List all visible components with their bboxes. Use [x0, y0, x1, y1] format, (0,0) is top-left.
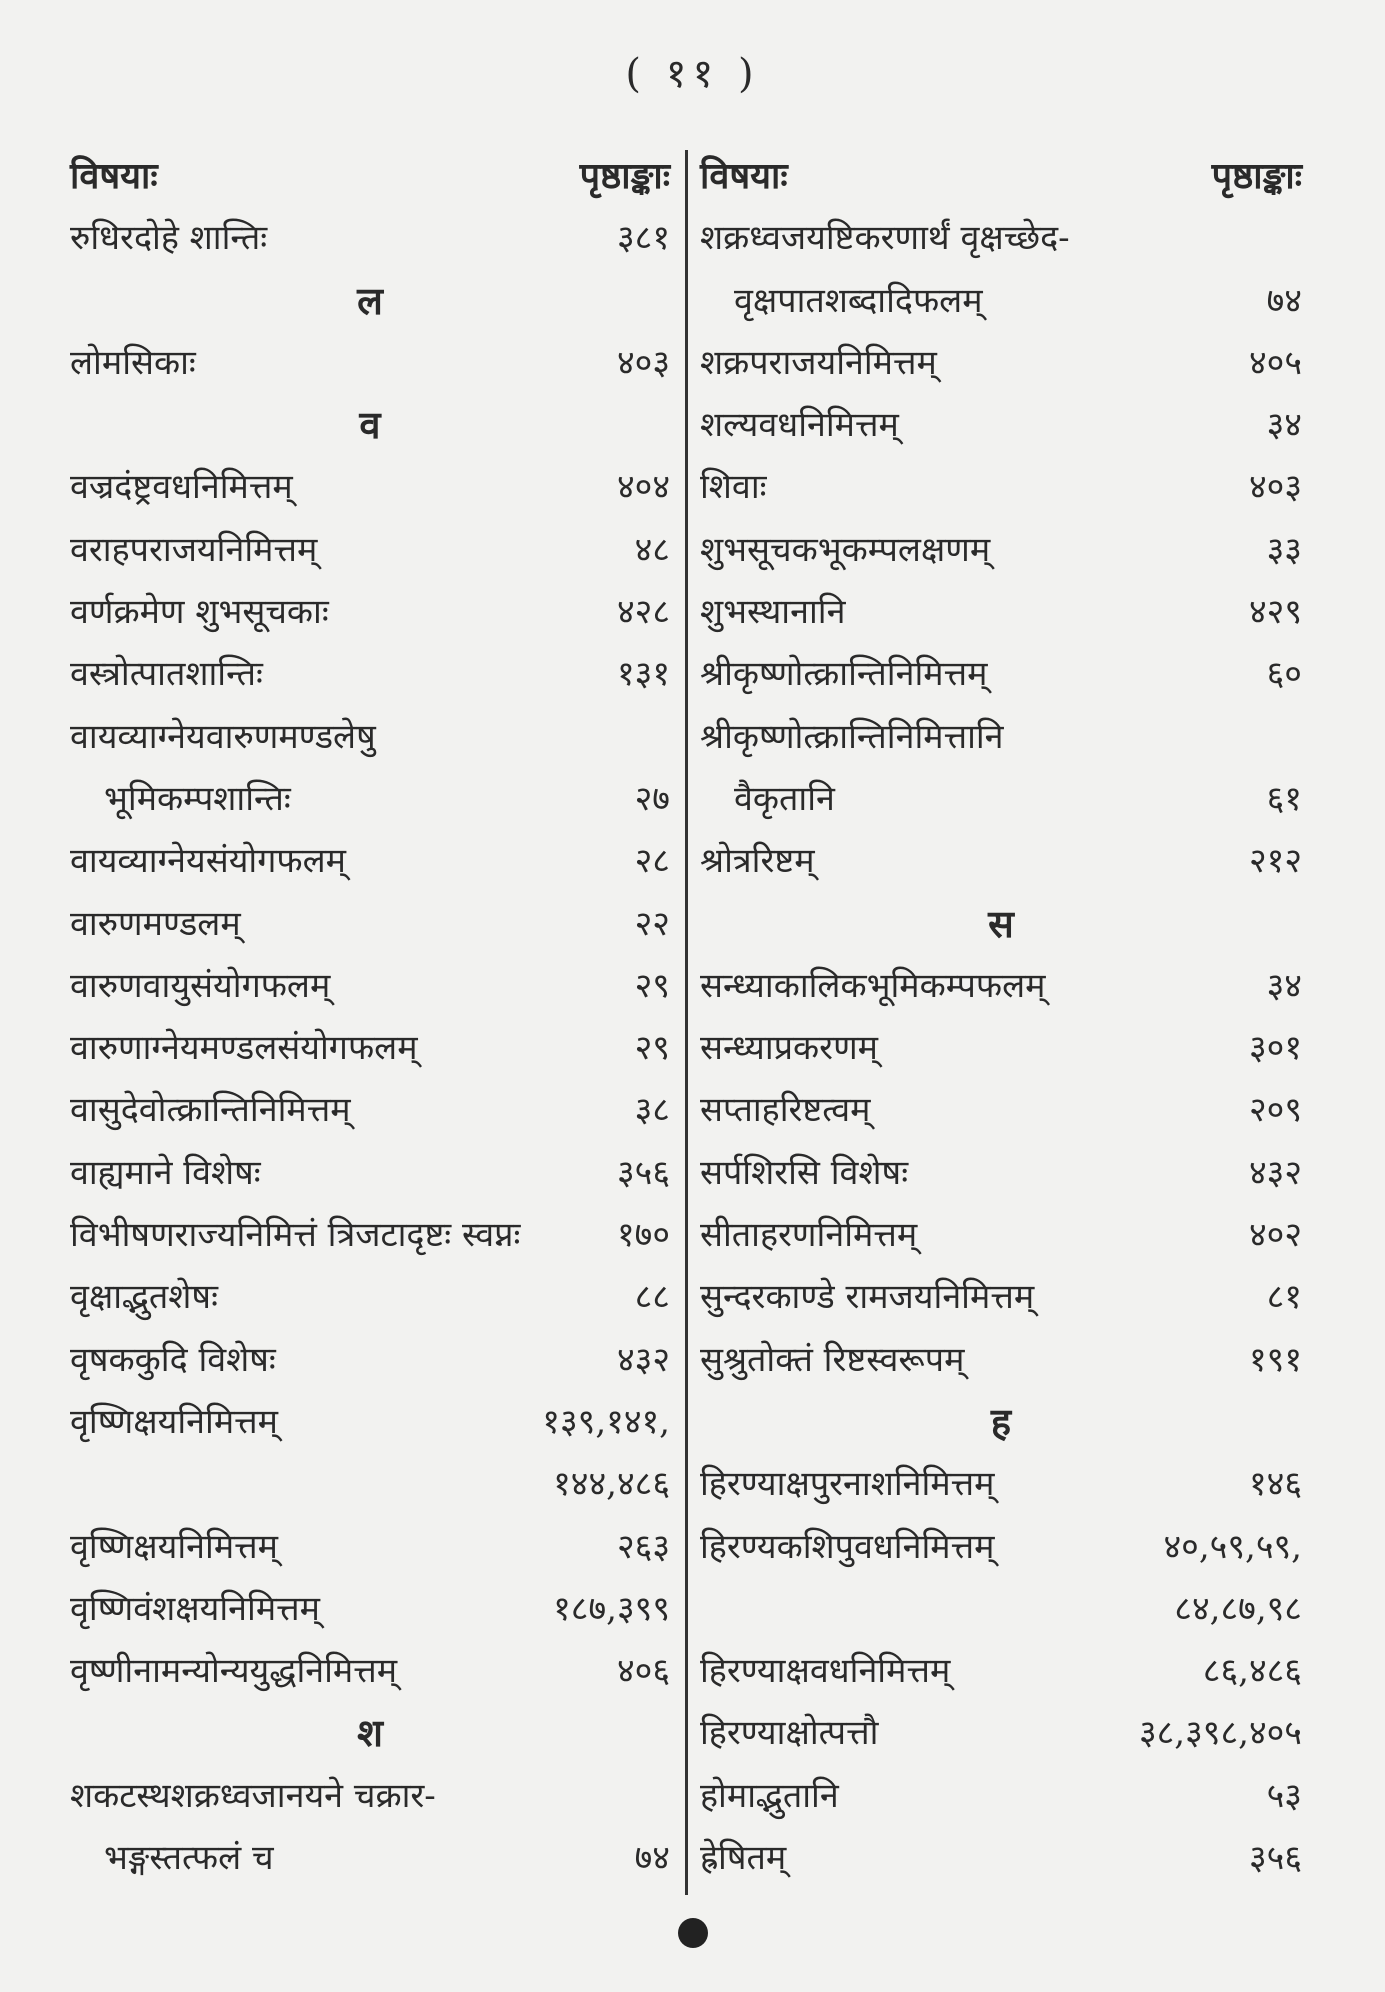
entry-subject: वराहपराजयनिमित्तम् — [70, 529, 318, 570]
entry-page-number: ८६,४८६ — [1202, 1651, 1302, 1692]
index-entry — [700, 394, 1302, 456]
entry-subject: वायव्याग्नेयवारुणमण्डलेषु — [70, 716, 376, 757]
index-entry — [70, 1204, 670, 1266]
index-entry — [70, 456, 670, 518]
section-letter — [70, 270, 670, 332]
index-entry — [700, 270, 1302, 332]
index-entry — [700, 581, 1302, 643]
index-entry — [70, 1640, 670, 1702]
entry-page-number: ३०१ — [1248, 1028, 1302, 1069]
entry-subject: शुभस्थानानि — [700, 592, 846, 633]
entry-page-number: ३४ — [1266, 405, 1302, 446]
entry-subject: होमाद्भुतानि — [700, 1775, 839, 1816]
entry-subject: सन्ध्याकालिकभूमिकम्पफलम् — [700, 965, 1046, 1006]
index-entry — [70, 1142, 670, 1204]
index-entry — [700, 1640, 1302, 1702]
section-letter-text: व — [359, 402, 381, 448]
index-entry — [700, 955, 1302, 1017]
entry-subject: वारुणवायुसंयोगफलम् — [70, 965, 331, 1006]
entry-subject: श्रीकृष्णोत्क्रान्तिनिमित्तानि — [700, 716, 1004, 757]
entry-subject: शल्यवधनिमित्तम् — [700, 405, 899, 446]
entry-subject: शकटस्थशक्रध्वजानयने चक्रार- — [70, 1775, 436, 1816]
entry-page-number: ७४ — [634, 1838, 670, 1879]
index-entry — [700, 1266, 1302, 1328]
entry-page-number: ८४,८७,९८ — [1174, 1588, 1302, 1629]
index-entry — [700, 1453, 1302, 1515]
entry-page-number: २९ — [634, 1028, 670, 1069]
entry-subject: वृष्णिवंशक्षयनिमित्तम् — [70, 1588, 321, 1629]
entry-page-number: ३३ — [1266, 529, 1302, 570]
entry-subject: भङ्गस्तत्फलं च — [104, 1838, 274, 1879]
entry-subject: सुन्दरकाण्डे रामजयनिमित्तम् — [700, 1277, 1035, 1318]
index-entry — [70, 1391, 670, 1453]
entry-page-number: १४४,४८६ — [553, 1464, 670, 1505]
entry-page-number: १९१ — [1248, 1339, 1302, 1380]
entry-subject: वृष्णीनामन्योन्ययुद्धनिमित्तम् — [70, 1651, 398, 1692]
entry-page-number: ४०४ — [616, 467, 670, 508]
entry-subject: वृक्षाद्भुतशेषः — [70, 1277, 218, 1318]
index-entry — [70, 893, 670, 955]
entry-page-number: ३५६ — [616, 1152, 670, 1193]
index-column-right — [700, 145, 1302, 1889]
entry-subject: शिवाः — [700, 467, 767, 508]
entry-page-number: २८ — [634, 841, 670, 882]
index-entry — [70, 1578, 670, 1640]
entry-page-number: ४०,५९,५९, — [1163, 1526, 1302, 1567]
entry-page-number: ४०३ — [616, 342, 670, 383]
index-entry — [700, 207, 1302, 269]
index-entry — [700, 1516, 1302, 1578]
index-entry — [700, 1142, 1302, 1204]
index-entry — [700, 1765, 1302, 1827]
entry-subject: लोमसिकाः — [70, 342, 196, 383]
entry-subject: श्रोत्ररिष्टम् — [700, 841, 815, 882]
entry-page-number: ३८१ — [616, 218, 670, 259]
index-entry — [700, 643, 1302, 705]
index-entry — [700, 456, 1302, 518]
entry-subject: सीताहरणनिमित्तम् — [700, 1215, 918, 1256]
entry-page-number: ४३२ — [1248, 1152, 1302, 1193]
entry-subject: शक्रध्वजयष्टिकरणार्थं वृक्षच्छेद- — [700, 218, 1070, 259]
entry-page-number: १३९,१४१, — [542, 1401, 670, 1442]
index-entry — [70, 332, 670, 394]
entry-subject: वैकृतानि — [734, 778, 835, 819]
index-entry — [70, 706, 670, 768]
section-letter — [70, 394, 670, 456]
entry-subject: वायव्याग्नेयसंयोगफलम् — [70, 841, 346, 882]
entry-subject: रुधिरदोहे शान्तिः — [70, 218, 268, 259]
index-entry — [700, 706, 1302, 768]
column-header — [700, 145, 1302, 207]
page-number: ( ११ ) — [625, 51, 760, 97]
section-letter — [70, 1702, 670, 1764]
entry-subject: वाह्यमाने विशेषः — [70, 1152, 261, 1193]
index-entry — [700, 1329, 1302, 1391]
entry-page-number: ८१ — [1266, 1277, 1302, 1318]
entry-subject: वृष्णिक्षयनिमित्तम् — [70, 1526, 278, 1567]
entry-page-number: ५३ — [1266, 1775, 1302, 1816]
entry-subject: वज्रदंष्ट्रवधनिमित्तम् — [70, 467, 293, 508]
index-entry — [70, 1079, 670, 1141]
entry-subject: वृष्णिक्षयनिमित्तम् — [70, 1401, 278, 1442]
entry-subject: वर्णक्रमेण शुभसूचकाः — [70, 592, 329, 633]
index-entry — [700, 1827, 1302, 1889]
entry-page-number: ४०३ — [1248, 467, 1302, 508]
index-column-left — [70, 145, 670, 1889]
entry-page-number: २०९ — [1248, 1090, 1302, 1131]
index-entry — [70, 1516, 670, 1578]
entry-page-number: २७ — [634, 778, 670, 819]
entry-page-number: ७४ — [1266, 280, 1302, 321]
subject-heading: विषयाः — [70, 155, 158, 197]
entry-page-number: ४०६ — [616, 1651, 670, 1692]
entry-subject: वस्त्रोत्पातशान्तिः — [70, 654, 263, 695]
index-entry — [700, 332, 1302, 394]
index-entry — [70, 1827, 670, 1889]
entry-subject: शुभसूचकभूकम्पलक्षणम् — [700, 529, 991, 570]
index-entry — [700, 768, 1302, 830]
entry-page-number: ८८ — [634, 1277, 670, 1318]
entry-page-number: २१२ — [1248, 841, 1302, 882]
index-entry — [70, 1266, 670, 1328]
index-entry — [700, 1702, 1302, 1764]
entry-page-number: १३१ — [616, 654, 670, 695]
section-letter-text: ल — [357, 277, 383, 323]
section-letter — [700, 893, 1302, 955]
entry-page-number: २२ — [634, 903, 670, 944]
index-entry — [70, 830, 670, 892]
column-divider — [685, 150, 688, 1895]
entry-page-number: २६३ — [616, 1526, 670, 1567]
page-heading: पृष्ठाङ्काः — [1211, 155, 1302, 197]
index-entry — [70, 519, 670, 581]
entry-page-number: १४६ — [1248, 1464, 1302, 1505]
entry-subject: वारुणमण्डलम् — [70, 903, 241, 944]
entry-subject: वासुदेवोत्क्रान्तिनिमित्तम् — [70, 1090, 351, 1131]
entry-subject: सन्ध्याप्रकरणम् — [700, 1028, 878, 1069]
entry-page-number: ४८ — [634, 529, 670, 570]
footer-dot — [678, 1918, 708, 1948]
entry-page-number: २९ — [634, 965, 670, 1006]
entry-page-number: ४३२ — [616, 1339, 670, 1380]
index-entry — [700, 1204, 1302, 1266]
index-entry — [70, 643, 670, 705]
index-entry — [70, 1329, 670, 1391]
index-entry — [70, 207, 670, 269]
entry-page-number: ३५६ — [1248, 1838, 1302, 1879]
entry-subject: हिरण्याक्षपुरनाशनिमित्तम् — [700, 1464, 995, 1505]
entry-subject: भूमिकम्पशान्तिः — [104, 778, 291, 819]
section-letter — [700, 1391, 1302, 1453]
section-letter-text: श — [357, 1710, 383, 1756]
page-heading: पृष्ठाङ्काः — [579, 155, 670, 197]
entry-page-number: १७० — [616, 1215, 670, 1256]
index-entry — [700, 519, 1302, 581]
column-header — [70, 145, 670, 207]
entry-subject: वारुणाग्नेयमण्डलसंयोगफलम् — [70, 1028, 418, 1069]
index-entry — [70, 768, 670, 830]
entry-page-number: १८७,३९९ — [553, 1588, 670, 1629]
index-entry — [70, 1017, 670, 1079]
index-entry — [70, 1453, 670, 1515]
entry-subject: हिरण्याक्षोत्पत्तौ — [700, 1713, 879, 1754]
section-letter-text: ह — [990, 1398, 1012, 1444]
entry-subject: विभीषणराज्यनिमित्तं त्रिजटादृष्टः स्वप्नः — [70, 1215, 521, 1256]
index-entry — [70, 581, 670, 643]
index-entry — [700, 1017, 1302, 1079]
entry-subject: वृक्षपातशब्दादिफलम् — [734, 280, 983, 321]
index-entry — [70, 1765, 670, 1827]
entry-page-number: ३८ — [634, 1090, 670, 1131]
entry-subject: वृषककुदि विशेषः — [70, 1339, 276, 1380]
entry-subject: हिरण्यकशिपुवधनिमित्तम् — [700, 1526, 995, 1567]
entry-page-number: ३८,३९८,४०५ — [1138, 1713, 1302, 1754]
index-entry — [700, 830, 1302, 892]
entry-page-number: ४२९ — [1248, 592, 1302, 633]
entry-subject: शक्रपराजयनिमित्तम् — [700, 342, 937, 383]
entry-subject: हिरण्याक्षवधनिमित्तम् — [700, 1651, 951, 1692]
entry-page-number: ४०५ — [1248, 342, 1302, 383]
entry-subject: सुश्रुतोक्तं रिष्टस्वरूपम् — [700, 1339, 965, 1380]
entry-page-number: ४०२ — [1248, 1215, 1302, 1256]
entry-page-number: ६१ — [1266, 778, 1302, 819]
index-entry — [70, 955, 670, 1017]
entry-subject: सर्पशिरसि विशेषः — [700, 1152, 909, 1193]
subject-heading: विषयाः — [700, 155, 788, 197]
entry-subject: श्रीकृष्णोत्क्रान्तिनिमित्तम् — [700, 654, 988, 695]
entry-subject: ह्रेषितम् — [700, 1838, 787, 1879]
entry-page-number: ३४ — [1266, 965, 1302, 1006]
index-entry — [700, 1578, 1302, 1640]
entry-subject: सप्ताहरिष्टत्वम् — [700, 1090, 871, 1131]
entry-page-number: ६० — [1266, 654, 1302, 695]
section-letter-text: स — [988, 900, 1014, 946]
index-entry — [700, 1079, 1302, 1141]
entry-page-number: ४२८ — [616, 592, 670, 633]
